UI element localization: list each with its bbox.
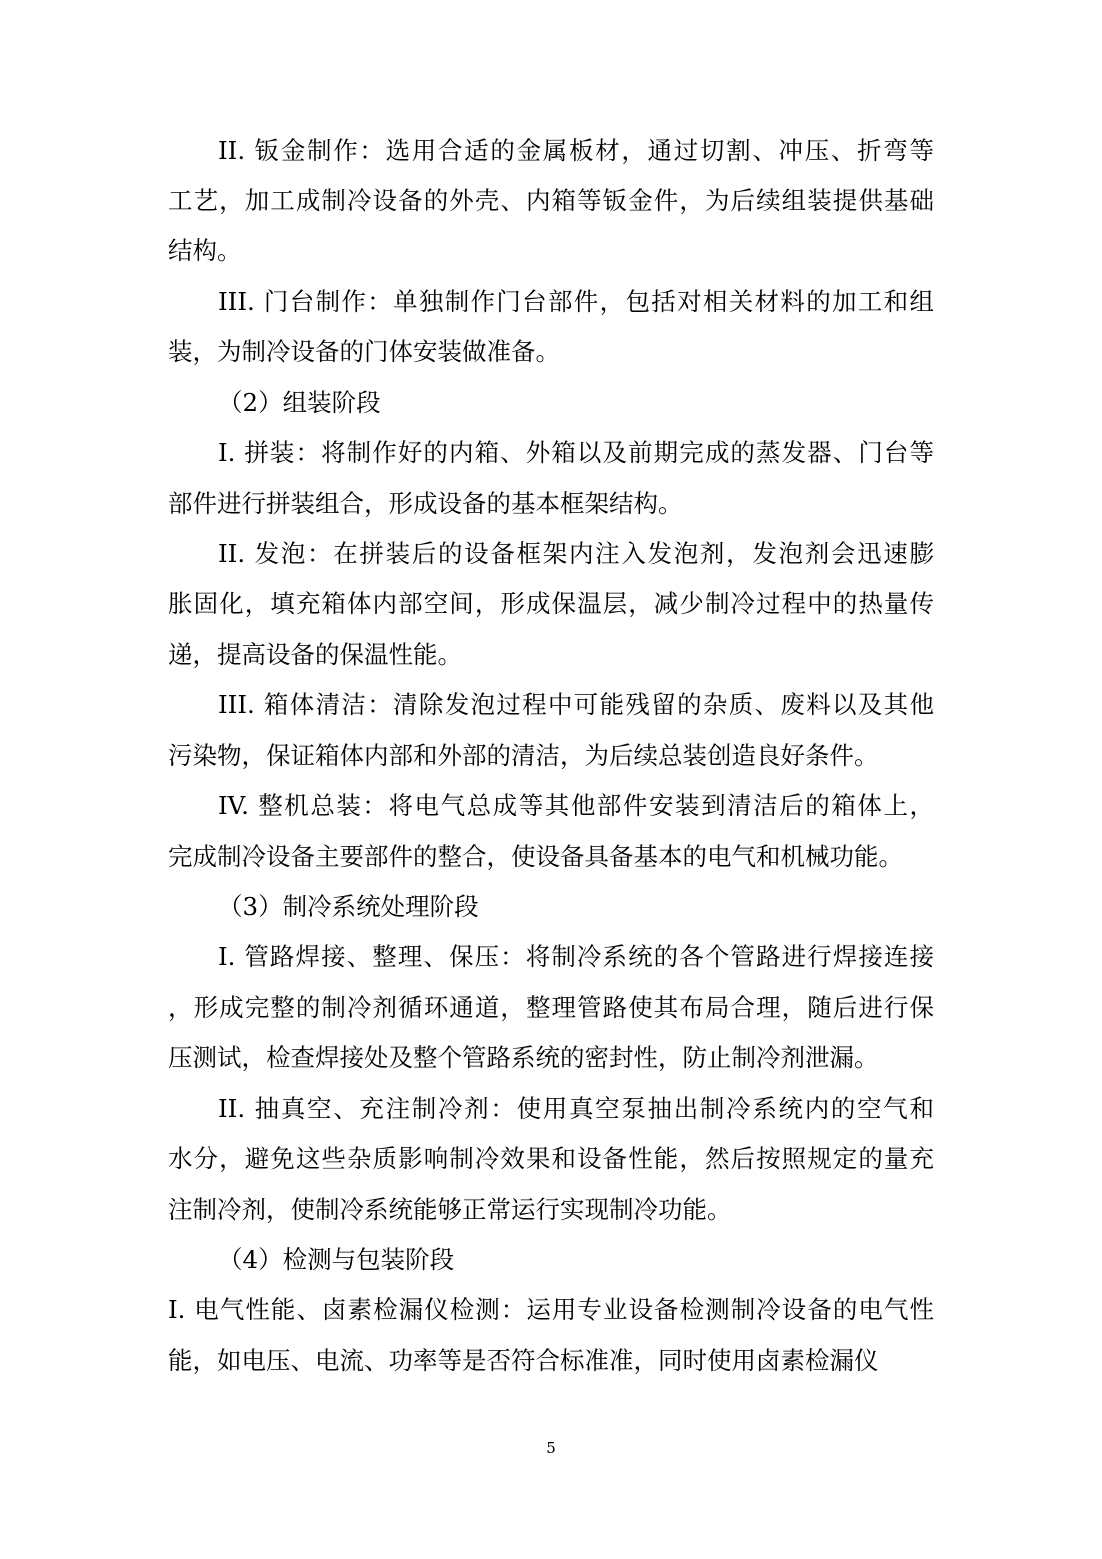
paragraph-sheet-metal-line-3: 结构。 (168, 236, 242, 265)
paragraph-vacuum-charging-line-2: 水分，避免这些杂质影响制冷效果和设备性能，然后按照规定的量充 (168, 1144, 934, 1173)
paragraph-pipe-welding-line-3: 压测试，检查焊接处及整个管路系统的密封性，防止制冷剂泄漏。 (168, 1043, 879, 1072)
paragraph-electrical-testing-line-2: 能，如电压、电流、功率等是否符合标准准，同时使用卤素检漏仪 (168, 1346, 879, 1375)
page-number: 5 (546, 1439, 556, 1457)
paragraph-electrical-testing-line-1: I. 电气性能、卤素检漏仪检测：运用专业设备检测制冷设备的电气性 (168, 1295, 934, 1324)
paragraph-door-frame-line-1: III. 门台制作：单独制作门台部件，包括对相关材料的加工和组 (218, 287, 934, 316)
section-heading-assembly: （2）组装阶段 (218, 388, 381, 417)
section-heading-refrigeration-system: （3）制冷系统处理阶段 (218, 892, 479, 921)
paragraph-foaming-line-1: II. 发泡：在拼装后的设备框架内注入发泡剂，发泡剂会迅速膨 (218, 539, 934, 568)
paragraph-foaming-line-3: 递，提高设备的保温性能。 (168, 640, 462, 669)
section-heading-testing-packaging: （4）检测与包装阶段 (218, 1245, 455, 1274)
paragraph-foaming-line-2: 胀固化，填充箱体内部空间，形成保温层，减少制冷过程中的热量传 (168, 589, 934, 618)
paragraph-pipe-welding-line-2: ，形成完整的制冷剂循环通道，整理管路使其布局合理，随后进行保 (168, 993, 934, 1022)
paragraph-sheet-metal-line-1: II. 钣金制作：选用合适的金属板材，通过切割、冲压、折弯等 (218, 136, 934, 165)
paragraph-final-assembly-line-1: IV. 整机总装：将电气总成等其他部件安装到清洁后的箱体上， (218, 791, 934, 820)
paragraph-vacuum-charging-line-1: II. 抽真空、充注制冷剂：使用真空泵抽出制冷系统内的空气和 (218, 1094, 934, 1123)
paragraph-vacuum-charging-line-3: 注制冷剂，使制冷系统能够正常运行实现制冷功能。 (168, 1195, 732, 1224)
paragraph-cabinet-cleaning-line-2: 污染物，保证箱体内部和外部的清洁，为后续总装创造良好条件。 (168, 741, 879, 770)
paragraph-pipe-welding-line-1: I. 管路焊接、整理、保压：将制冷系统的各个管路进行焊接连接 (218, 942, 934, 971)
paragraph-sheet-metal-line-2: 工艺，加工成制冷设备的外壳、内箱等钣金件，为后续组装提供基础 (168, 186, 934, 215)
paragraph-door-frame-line-2: 装，为制冷设备的门体安装做准备。 (168, 337, 560, 366)
paragraph-splicing-line-2: 部件进行拼装组合，形成设备的基本框架结构。 (168, 489, 683, 518)
paragraph-splicing-line-1: I. 拼装：将制作好的内箱、外箱以及前期完成的蒸发器、门台等 (218, 438, 934, 467)
paragraph-final-assembly-line-2: 完成制冷设备主要部件的整合，使设备具备基本的电气和机械功能。 (168, 842, 903, 871)
paragraph-cabinet-cleaning-line-1: III. 箱体清洁：清除发泡过程中可能残留的杂质、废料以及其他 (218, 690, 934, 719)
